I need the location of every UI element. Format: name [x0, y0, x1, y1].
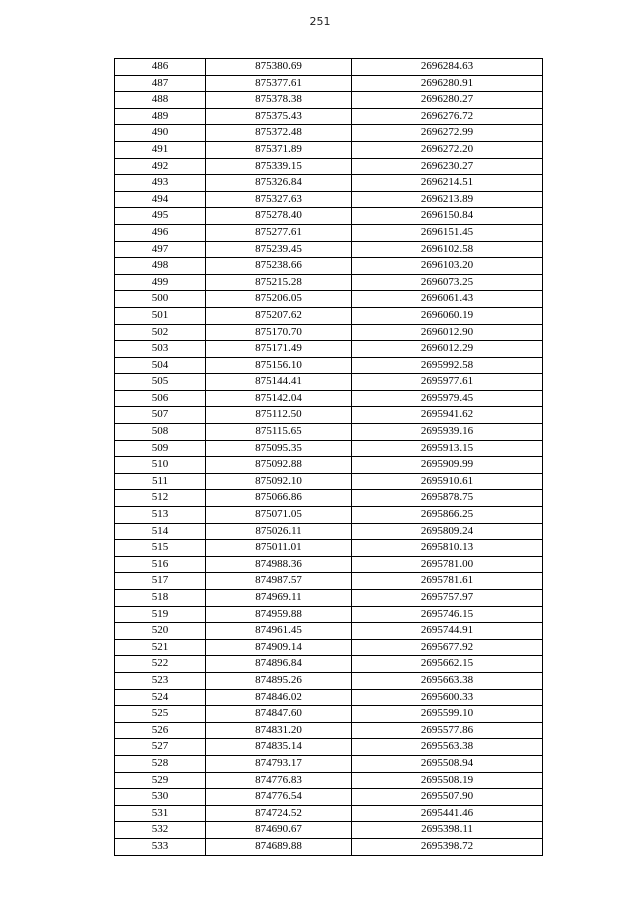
point-number-cell: 493 — [115, 175, 206, 192]
point-number-cell: 505 — [115, 374, 206, 391]
table-row — [115, 374, 543, 391]
table-row — [115, 523, 543, 540]
y-coordinate-cell: 2696150.84 — [352, 208, 543, 225]
table-row — [115, 672, 543, 689]
x-coordinate-cell: 874835.14 — [206, 739, 352, 756]
point-number-cell: 487 — [115, 75, 206, 92]
point-number-cell: 508 — [115, 424, 206, 441]
point-number-cell: 503 — [115, 341, 206, 358]
point-number-cell: 488 — [115, 92, 206, 109]
y-coordinate-cell: 2695507.90 — [352, 789, 543, 806]
point-number-cell: 498 — [115, 258, 206, 275]
x-coordinate-cell: 875277.61 — [206, 224, 352, 241]
point-number-cell: 492 — [115, 158, 206, 175]
x-coordinate-cell: 875092.10 — [206, 473, 352, 490]
table-row — [115, 739, 543, 756]
y-coordinate-cell: 2696284.63 — [352, 59, 543, 76]
table-row — [115, 805, 543, 822]
table-row — [115, 224, 543, 241]
x-coordinate-cell: 875095.35 — [206, 440, 352, 457]
point-number-cell: 512 — [115, 490, 206, 507]
point-number-cell: 513 — [115, 507, 206, 524]
point-number-cell: 523 — [115, 672, 206, 689]
point-number-cell: 511 — [115, 473, 206, 490]
y-coordinate-cell: 2696151.45 — [352, 224, 543, 241]
y-coordinate-cell: 2696280.91 — [352, 75, 543, 92]
table-row — [115, 789, 543, 806]
table-row — [115, 59, 543, 76]
y-coordinate-cell: 2696272.20 — [352, 141, 543, 158]
page-number: 251 — [309, 15, 331, 28]
point-number-cell: 529 — [115, 772, 206, 789]
point-number-cell: 524 — [115, 689, 206, 706]
x-coordinate-cell: 875144.41 — [206, 374, 352, 391]
table-row — [115, 75, 543, 92]
y-coordinate-cell: 2696276.72 — [352, 108, 543, 125]
y-coordinate-cell: 2695913.15 — [352, 440, 543, 457]
table-row — [115, 772, 543, 789]
x-coordinate-cell: 875278.40 — [206, 208, 352, 225]
point-number-cell: 516 — [115, 556, 206, 573]
y-coordinate-cell: 2695398.72 — [352, 838, 543, 855]
table-row — [115, 656, 543, 673]
table-row — [115, 822, 543, 839]
x-coordinate-cell: 874776.83 — [206, 772, 352, 789]
y-coordinate-cell: 2695662.15 — [352, 656, 543, 673]
table-row — [115, 291, 543, 308]
point-number-cell: 491 — [115, 141, 206, 158]
y-coordinate-cell: 2695939.16 — [352, 424, 543, 441]
table-row — [115, 590, 543, 607]
point-number-cell: 509 — [115, 440, 206, 457]
table-row — [115, 424, 543, 441]
y-coordinate-cell: 2696213.89 — [352, 191, 543, 208]
table-row — [115, 241, 543, 258]
point-number-cell: 533 — [115, 838, 206, 855]
x-coordinate-cell: 875372.48 — [206, 125, 352, 142]
y-coordinate-cell: 2695677.92 — [352, 639, 543, 656]
point-number-cell: 501 — [115, 307, 206, 324]
x-coordinate-cell: 875327.63 — [206, 191, 352, 208]
x-coordinate-cell: 875115.65 — [206, 424, 352, 441]
y-coordinate-cell: 2695757.97 — [352, 590, 543, 607]
y-coordinate-cell: 2695663.38 — [352, 672, 543, 689]
x-coordinate-cell: 875112.50 — [206, 407, 352, 424]
point-number-cell: 499 — [115, 274, 206, 291]
y-coordinate-cell: 2695979.45 — [352, 390, 543, 407]
y-coordinate-cell: 2696102.58 — [352, 241, 543, 258]
table-row — [115, 755, 543, 772]
x-coordinate-cell: 874961.45 — [206, 623, 352, 640]
x-coordinate-cell: 874895.26 — [206, 672, 352, 689]
point-number-cell: 494 — [115, 191, 206, 208]
y-coordinate-cell: 2695600.33 — [352, 689, 543, 706]
point-number-cell: 526 — [115, 722, 206, 739]
y-coordinate-cell: 2695441.46 — [352, 805, 543, 822]
y-coordinate-cell: 2696061.43 — [352, 291, 543, 308]
y-coordinate-cell: 2695866.25 — [352, 507, 543, 524]
table-row — [115, 307, 543, 324]
table-row — [115, 141, 543, 158]
table-row — [115, 573, 543, 590]
y-coordinate-cell: 2695910.61 — [352, 473, 543, 490]
x-coordinate-cell: 875206.05 — [206, 291, 352, 308]
point-number-cell: 500 — [115, 291, 206, 308]
point-number-cell: 525 — [115, 706, 206, 723]
x-coordinate-cell: 874724.52 — [206, 805, 352, 822]
x-coordinate-cell: 875339.15 — [206, 158, 352, 175]
table-row — [115, 689, 543, 706]
coordinates-table-body — [115, 59, 543, 856]
table-row — [115, 507, 543, 524]
y-coordinate-cell: 2695992.58 — [352, 357, 543, 374]
y-coordinate-cell: 2695744.91 — [352, 623, 543, 640]
x-coordinate-cell: 874690.67 — [206, 822, 352, 839]
y-coordinate-cell: 2695781.00 — [352, 556, 543, 573]
x-coordinate-cell: 875371.89 — [206, 141, 352, 158]
point-number-cell: 520 — [115, 623, 206, 640]
table-row — [115, 722, 543, 739]
table-row — [115, 175, 543, 192]
x-coordinate-cell: 875066.86 — [206, 490, 352, 507]
y-coordinate-cell: 2695977.61 — [352, 374, 543, 391]
y-coordinate-cell: 2695941.62 — [352, 407, 543, 424]
table-row — [115, 706, 543, 723]
y-coordinate-cell: 2696103.20 — [352, 258, 543, 275]
x-coordinate-cell: 875156.10 — [206, 357, 352, 374]
x-coordinate-cell: 874776.54 — [206, 789, 352, 806]
x-coordinate-cell: 874909.14 — [206, 639, 352, 656]
x-coordinate-cell: 875171.49 — [206, 341, 352, 358]
point-number-cell: 504 — [115, 357, 206, 374]
table-row — [115, 606, 543, 623]
point-number-cell: 496 — [115, 224, 206, 241]
table-row — [115, 390, 543, 407]
x-coordinate-cell: 875378.38 — [206, 92, 352, 109]
table-row — [115, 208, 543, 225]
x-coordinate-cell: 875377.61 — [206, 75, 352, 92]
x-coordinate-cell: 874846.02 — [206, 689, 352, 706]
point-number-cell: 521 — [115, 639, 206, 656]
table-row — [115, 407, 543, 424]
x-coordinate-cell: 875011.01 — [206, 540, 352, 557]
x-coordinate-cell: 874847.60 — [206, 706, 352, 723]
table-row — [115, 639, 543, 656]
table-row — [115, 274, 543, 291]
table-row — [115, 158, 543, 175]
y-coordinate-cell: 2695746.15 — [352, 606, 543, 623]
y-coordinate-cell: 2695599.10 — [352, 706, 543, 723]
table-row — [115, 473, 543, 490]
x-coordinate-cell: 875375.43 — [206, 108, 352, 125]
point-number-cell: 510 — [115, 457, 206, 474]
table-row — [115, 440, 543, 457]
table-row — [115, 191, 543, 208]
y-coordinate-cell: 2696214.51 — [352, 175, 543, 192]
table-row — [115, 490, 543, 507]
point-number-cell: 514 — [115, 523, 206, 540]
y-coordinate-cell: 2695809.24 — [352, 523, 543, 540]
x-coordinate-cell: 875239.45 — [206, 241, 352, 258]
table-row — [115, 838, 543, 855]
table-row — [115, 92, 543, 109]
y-coordinate-cell: 2695398.11 — [352, 822, 543, 839]
x-coordinate-cell: 875238.66 — [206, 258, 352, 275]
x-coordinate-cell: 874896.84 — [206, 656, 352, 673]
x-coordinate-cell: 875092.88 — [206, 457, 352, 474]
y-coordinate-cell: 2695909.99 — [352, 457, 543, 474]
point-number-cell: 490 — [115, 125, 206, 142]
table-row — [115, 540, 543, 557]
x-coordinate-cell: 874988.36 — [206, 556, 352, 573]
x-coordinate-cell: 875026.11 — [206, 523, 352, 540]
y-coordinate-cell: 2695508.94 — [352, 755, 543, 772]
x-coordinate-cell: 874793.17 — [206, 755, 352, 772]
point-number-cell: 528 — [115, 755, 206, 772]
point-number-cell: 518 — [115, 590, 206, 607]
point-number-cell: 532 — [115, 822, 206, 839]
coordinates-table — [114, 58, 543, 856]
x-coordinate-cell: 875071.05 — [206, 507, 352, 524]
y-coordinate-cell: 2695878.75 — [352, 490, 543, 507]
y-coordinate-cell: 2696280.27 — [352, 92, 543, 109]
point-number-cell: 507 — [115, 407, 206, 424]
point-number-cell: 486 — [115, 59, 206, 76]
table-row — [115, 258, 543, 275]
y-coordinate-cell: 2695563.38 — [352, 739, 543, 756]
x-coordinate-cell: 874969.11 — [206, 590, 352, 607]
point-number-cell: 502 — [115, 324, 206, 341]
point-number-cell: 522 — [115, 656, 206, 673]
x-coordinate-cell: 875170.70 — [206, 324, 352, 341]
x-coordinate-cell: 875326.84 — [206, 175, 352, 192]
x-coordinate-cell: 874831.20 — [206, 722, 352, 739]
table-row — [115, 457, 543, 474]
y-coordinate-cell: 2696012.90 — [352, 324, 543, 341]
y-coordinate-cell: 2696272.99 — [352, 125, 543, 142]
y-coordinate-cell: 2696060.19 — [352, 307, 543, 324]
point-number-cell: 530 — [115, 789, 206, 806]
point-number-cell: 519 — [115, 606, 206, 623]
y-coordinate-cell: 2696073.25 — [352, 274, 543, 291]
y-coordinate-cell: 2695577.86 — [352, 722, 543, 739]
point-number-cell: 489 — [115, 108, 206, 125]
y-coordinate-cell: 2696230.27 — [352, 158, 543, 175]
table-row — [115, 324, 543, 341]
x-coordinate-cell: 874689.88 — [206, 838, 352, 855]
y-coordinate-cell: 2695508.19 — [352, 772, 543, 789]
x-coordinate-cell: 875380.69 — [206, 59, 352, 76]
point-number-cell: 517 — [115, 573, 206, 590]
x-coordinate-cell: 874987.57 — [206, 573, 352, 590]
table-row — [115, 556, 543, 573]
x-coordinate-cell: 875207.62 — [206, 307, 352, 324]
point-number-cell: 497 — [115, 241, 206, 258]
table-row — [115, 623, 543, 640]
table-row — [115, 125, 543, 142]
x-coordinate-cell: 875215.28 — [206, 274, 352, 291]
table-row — [115, 357, 543, 374]
y-coordinate-cell: 2696012.29 — [352, 341, 543, 358]
table-row — [115, 108, 543, 125]
point-number-cell: 506 — [115, 390, 206, 407]
point-number-cell: 515 — [115, 540, 206, 557]
point-number-cell: 527 — [115, 739, 206, 756]
table-row — [115, 341, 543, 358]
point-number-cell: 531 — [115, 805, 206, 822]
y-coordinate-cell: 2695810.13 — [352, 540, 543, 557]
x-coordinate-cell: 875142.04 — [206, 390, 352, 407]
y-coordinate-cell: 2695781.61 — [352, 573, 543, 590]
point-number-cell: 495 — [115, 208, 206, 225]
x-coordinate-cell: 874959.88 — [206, 606, 352, 623]
